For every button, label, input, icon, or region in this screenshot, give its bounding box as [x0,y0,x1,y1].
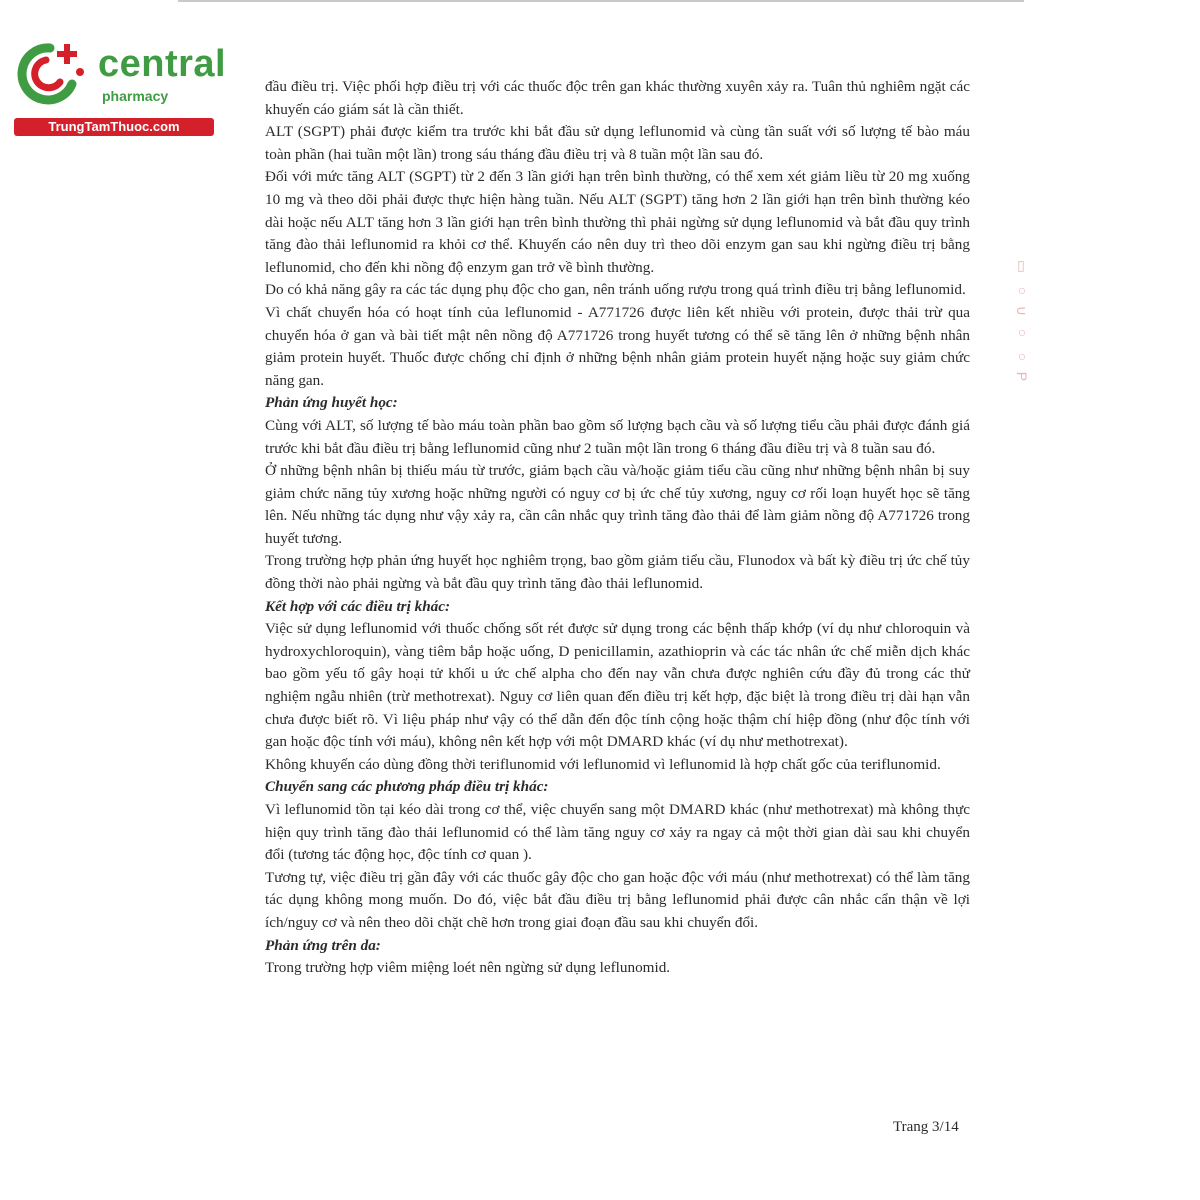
paragraph: Trong trường hợp phản ứng huyết học nghiêm trọng, bao gồm giảm tiểu cầu, Flunodox và bất kỳ điều trị ức chế tủy đồng thời nào phải ngừng và bắt đầu quy trình tăng đào thải leflunomid. [265,552,970,593]
paragraph: Ở những bệnh nhân bị thiếu máu từ trước, giảm bạch cầu và/hoặc giảm tiểu cầu cũng như những bệnh nhân bị suy giảm chức năng tủy xương hoặc những người có nguy cơ bị ức chế tủy xương, nguy cơ rối loạn huyết học sẽ tăng lên. Nếu những tác dụng như vậy xảy ra, cần cân nhắc quy trình tăng đào thải để làm giảm nồng độ A771726 trong huyết tương. [265,462,970,547]
document-body [265,76,970,980]
paragraph: ALT (SGPT) phải được kiểm tra trước khi bắt đầu sử dụng leflunomid và cùng tần suất với số lượng tế bào máu toàn phần (hai tuần một lần) trong sáu tháng đầu điều trị và 8 tuần một lần sau đó. [265,123,970,163]
paragraph: Do có khả năng gây ra các tác dụng phụ độc cho gan, nên tránh uống rượu trong quá trình điều trị bằng leflunomid. [265,281,966,299]
central-pharmacy-logo-icon [10,38,90,106]
paragraph: Cùng với ALT, số lượng tế bào máu toàn phần bao gồm số lượng bạch cầu và số lượng tiểu cầu phải được đánh giá trước khi bắt đầu điều trị bằng leflunomid cũng như 2 tuần một lần trong 6 tháng đầu điều trị và 8 tuần sau đó. [265,416,970,457]
paragraph: Vì leflunomid tồn tại kéo dài trong cơ thể, việc chuyển sang một DMARD khác (như methotrexat) mà không thực hiện quy trình tăng đào thải leflunomid có thể làm tăng nguy cơ xảy ra ngay cả một thời gian dài sau khi chuyển đổi (tương tác động học, độc tính cơ quan ). [265,801,970,864]
logo-brand-text: central [98,43,227,85]
pharmacy-logo[interactable] [10,38,227,136]
paragraph: Trong trường hợp viêm miệng loét nên ngừng sử dụng leflunomid. [265,959,671,977]
paragraph: Tương tự, việc điều trị gần đây với các thuốc gây độc cho gan hoặc độc với máu (như methotrexat) có thể làm tăng tác dụng không mong muốn. Do đó, việc bắt đầu điều trị bằng leflunomid phải được cân nhắc cẩn thận về lợi ích/nguy cơ và nên theo dõi chặt chẽ hơn trong giai đoạn đầu sau khi chuyển đổi. [265,868,970,931]
logo-sub-text: pharmacy [102,88,169,104]
paragraph: Đối với mức tăng ALT (SGPT) từ 2 đến 3 lần giới hạn trên bình thường, có thể xem xét giảm liều từ 20 mg xuống 10 mg và theo dõi phải được thực hiện hàng tuần. Nếu ALT (SGPT) tăng hơn 2 lần giới hạn trên bình thường kéo dài hoặc nếu ALT tăng hơn 3 lần giới hạn trên bình thường thì phải ngừng sử dụng leflunomid và bắt đầu quy trình tăng đào thải leflunomid ra khỏi cơ thể. Khuyến cáo nên duy trì theo dõi enzym gan sau khi ngừng điều trị bằng leflunomid, cho đến khi nồng độ enzym gan trở về bình thường. [265,168,970,276]
section-heading: Chuyển sang các phương pháp điều trị khác: [265,778,549,796]
page-number: Trang 3/14 [893,1119,959,1135]
page-top-edge [178,0,1024,2]
paragraph: đầu điều trị. Việc phối hợp điều trị với các thuốc độc trên gan khác thường xuyên xảy ra. Tuân thủ nghiêm ngặt các khuyến cáo giám sát là cần thiết. [265,78,970,118]
paragraph: Việc sử dụng leflunomid với thuốc chống sốt rét được sử dụng trong các bệnh thấp khớp (ví dụ như chloroquin và hydroxychloroquin), vàng tiêm bắp hoặc uống, D penicillamin, azathioprin và các tác nhân ức chế miễn dịch khác bao gồm yếu tố gây hoại tử khối u ức chế alpha cho đến nay vẫn chưa được nghiên cứu đầy đủ trong các thử nghiệm ngẫu nhiên (trừ methotrexat). Nguy cơ liên quan đến điều trị kết hợp, đặc biệt là trong điều trị dài hạn vẫn chưa được biết rõ. Vì liệu pháp như vậy có thể dẫn đến độc tính cộng hoặc thậm chí hiệp đồng (như độc tính với gan hoặc độc tính với máu), không nên kết hợp với một DMARD khác (ví dụ như methotrexat). [265,620,970,751]
section-heading: Phản ứng trên da: [265,936,381,954]
paragraph: Không khuyến cáo dùng đồng thời teriflunomid với leflunomid vì leflunomid là hợp chất gốc của teriflunomid. [265,755,941,773]
section-heading: Phản ứng huyết học: [265,394,398,412]
red-stamp-mark: ▯ ○ ∪ ○ ○ P [1014,258,1030,384]
logo-url-badge[interactable]: TrungTamThuoc.com [14,118,214,136]
section-heading: Kết hợp với các điều trị khác: [265,597,451,615]
paragraph: Vì chất chuyển hóa có hoạt tính của leflunomid - A771726 được liên kết nhiều với protein, được thải trừ qua chuyển hóa ở gan và bài tiết mật nên nồng độ A771726 trong huyết tương có thể sẽ tăng lên ở những bệnh nhân giảm protein huyết. Thuốc được chống chỉ định ở những bệnh nhân giảm protein huyết nặng hoặc suy giảm chức năng gan. [265,303,970,389]
